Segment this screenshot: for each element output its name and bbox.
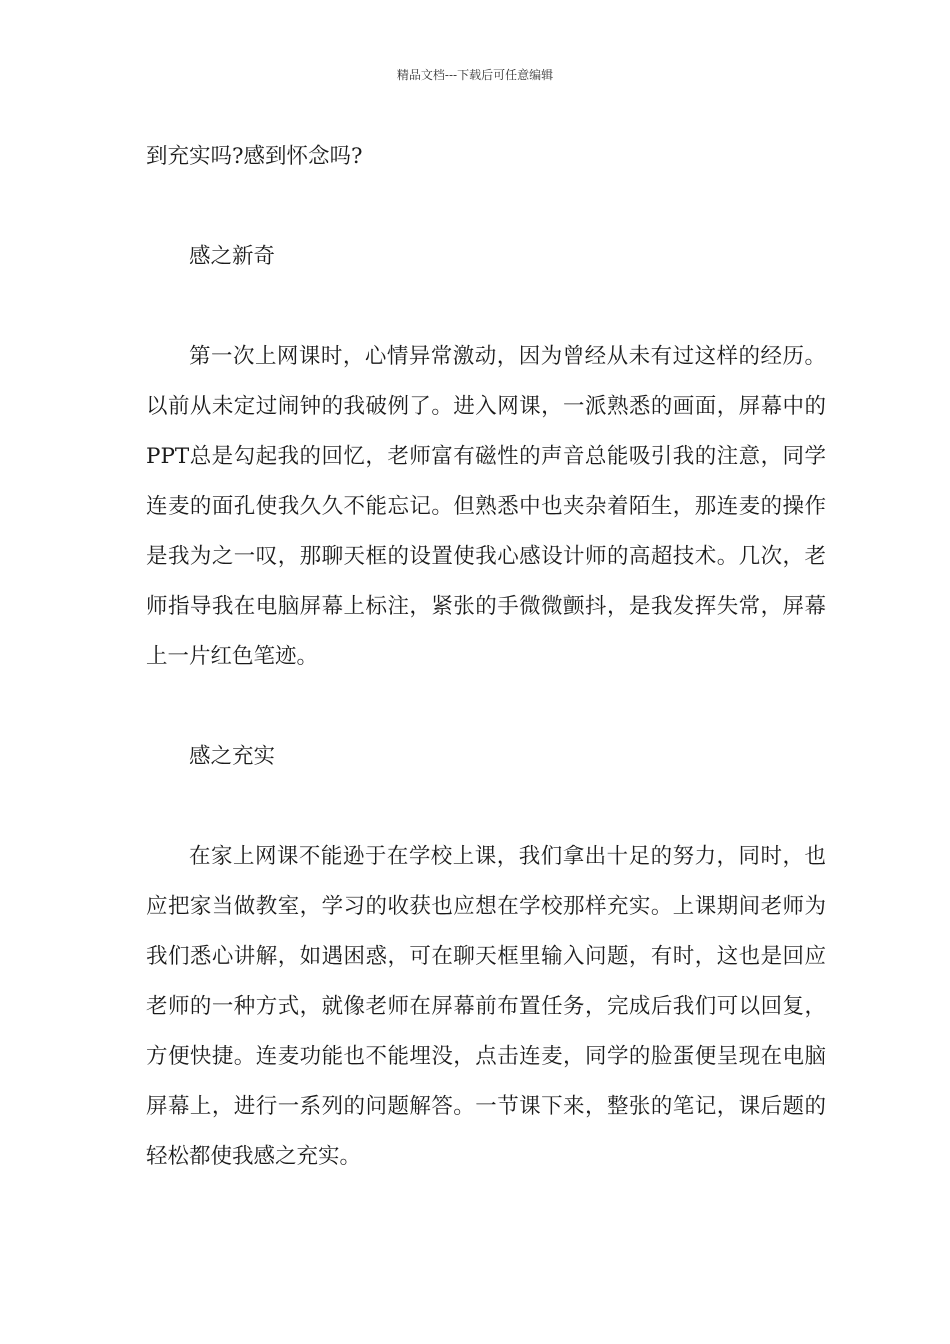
paragraph-fulfillment: 在家上网课不能逊于在学校上课，我们拿出十足的努力，同时，也应把家当做教室，学习的收获也应想在学校那样充实。上课期间老师为我们悉心讲解，如遇困惑，可在聊天框里输入问题，有时，这也是回应老师的一种方式，就像老师在屏幕前布置任务，完成后我们可以回复，方便快捷。连麦功能也不能埋没，点击连麦，同学的脸蛋便呈现在电脑屏幕上，进行一系列的问题解答。一节课下来，整张的笔记，课后题的轻松都使我感之充实。 [146, 844, 826, 1169]
section-heading-fulfillment: 感之充实 [189, 744, 276, 769]
document-body [146, 132, 826, 1182]
page-header: 精品文档---下载后可任意编辑 [396, 68, 554, 82]
paragraph-gap [146, 182, 826, 232]
paragraph-gap [146, 682, 826, 732]
section-heading-novelty: 感之新奇 [189, 244, 276, 269]
paragraph-gap [146, 282, 826, 332]
paragraph-gap [146, 782, 826, 832]
paragraph-continuation: 到充实吗?感到怀念吗? [146, 144, 363, 169]
paragraph-novelty: 第一次上网课时，心情异常激动，因为曾经从未有过这样的经历。以前从未定过闹钟的我破例了。进入网课，一派熟悉的画面，屏幕中的PPT总是勾起我的回忆，老师富有磁性的声音总能吸引我的注意，同学连麦的面孔使我久久不能忘记。但熟悉中也夹杂着陌生，那连麦的操作是我为之一叹，那聊天框的设置使我心感设计师的高超技术。几次，老师指导我在电脑屏幕上标注，紧张的手微微颤抖，是我发挥失常，屏幕上一片红色笔迹。 [146, 344, 826, 669]
